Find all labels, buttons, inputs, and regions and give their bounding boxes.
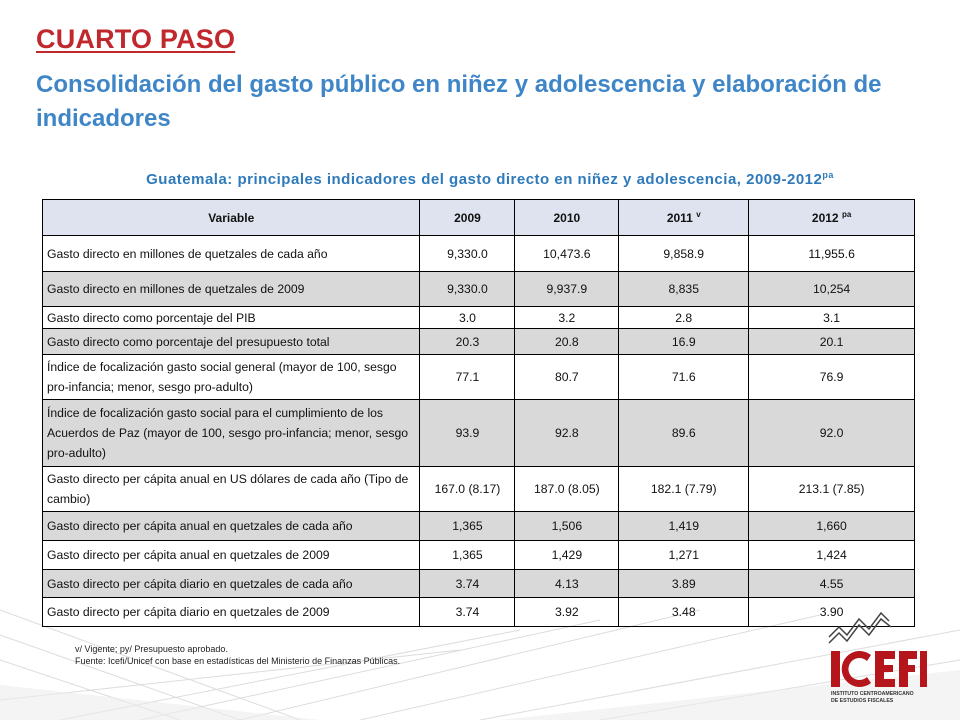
- row-label: Gasto directo como porcentaje del presupuesto total: [43, 329, 420, 355]
- table-row: [43, 467, 915, 512]
- cell-2011: 71.6: [619, 355, 749, 400]
- cell-2011: 3.48: [619, 598, 749, 627]
- cell-2010: 10,473.6: [515, 236, 619, 272]
- header-2011-superscript: v: [696, 210, 701, 219]
- cell-2011: 1,419: [619, 512, 749, 541]
- header-variable: Variable: [43, 200, 420, 236]
- cell-2011: 182.1 (7.79): [619, 467, 749, 512]
- cell-2009: 20.3: [420, 329, 515, 355]
- cell-2010: 80.7: [515, 355, 619, 400]
- cell-2009: 3.74: [420, 598, 515, 627]
- row-label: Gasto directo como porcentaje del PIB: [43, 307, 420, 329]
- cell-2009: 3.0: [420, 307, 515, 329]
- table-row: [43, 236, 915, 272]
- header-2009: 2009: [420, 200, 515, 236]
- icefi-logo: [827, 607, 927, 717]
- cell-2009: 93.9: [420, 400, 515, 467]
- cell-2012: 3.90: [749, 598, 915, 627]
- page-subtitle: Consolidación del gasto público en niñez y adolescencia y elaboración de indicadores: [36, 71, 882, 132]
- table-header-row: [43, 200, 915, 236]
- table-row: [43, 400, 915, 467]
- cell-2009: 9,330.0: [420, 272, 515, 307]
- row-label: Gasto directo per cápita anual en quetzales de 2009: [43, 541, 420, 570]
- header-2012: [749, 200, 915, 236]
- cell-2010: 1,429: [515, 541, 619, 570]
- cell-2009: 9,330.0: [420, 236, 515, 272]
- cell-2012: 1,660: [749, 512, 915, 541]
- cell-2010: 9,937.9: [515, 272, 619, 307]
- table-row: [43, 512, 915, 541]
- cell-2012: 4.55: [749, 570, 915, 598]
- table-notes: [75, 644, 400, 667]
- table-row: [43, 307, 915, 329]
- table-caption-text: Guatemala: principales indicadores del gasto directo en niñez y adolescencia, 2009-2012: [146, 171, 823, 188]
- page-title: CUARTO PASO: [36, 24, 236, 54]
- cell-2009: 77.1: [420, 355, 515, 400]
- indicators-table: [42, 199, 915, 627]
- row-label: Gasto directo per cápita diario en quetzales de 2009: [43, 598, 420, 627]
- cell-2009: 1,365: [420, 512, 515, 541]
- row-label: Índice de focalización gasto social para el cumplimiento de los Acuerdos de Paz (mayor de 100, sesgo pro-infancia; menor, sesgo pro-adulto): [43, 400, 420, 467]
- table-caption: [0, 170, 960, 188]
- header-2011-label: 2011: [666, 211, 693, 225]
- row-label: Gasto directo per cápita anual en quetzales de cada año: [43, 512, 420, 541]
- cell-2012: 76.9: [749, 355, 915, 400]
- logo-line2: DE ESTUDIOS FISCALES: [831, 698, 894, 704]
- cell-2012: 213.1 (7.85): [749, 467, 915, 512]
- header-2011: [619, 200, 749, 236]
- cell-2010: 20.8: [515, 329, 619, 355]
- logo-line1: INSTITUTO CENTROAMERICANO: [831, 691, 914, 697]
- cell-2010: 3.2: [515, 307, 619, 329]
- cell-2010: 1,506: [515, 512, 619, 541]
- cell-2011: 1,271: [619, 541, 749, 570]
- cell-2012: 92.0: [749, 400, 915, 467]
- cell-2011: 8,835: [619, 272, 749, 307]
- cell-2011: 3.89: [619, 570, 749, 598]
- cell-2012: 10,254: [749, 272, 915, 307]
- header-2012-superscript: pa: [841, 210, 852, 219]
- table-caption-superscript: pa: [822, 170, 834, 180]
- cell-2012: 1,424: [749, 541, 915, 570]
- cell-2012: 20.1: [749, 329, 915, 355]
- header-2010: 2010: [515, 200, 619, 236]
- row-label: Gasto directo en millones de quetzales de 2009: [43, 272, 420, 307]
- cell-2011: 2.8: [619, 307, 749, 329]
- cell-2009: 1,365: [420, 541, 515, 570]
- cell-2012: 11,955.6: [749, 236, 915, 272]
- table-row: [43, 541, 915, 570]
- cell-2010: 4.13: [515, 570, 619, 598]
- cell-2009: 3.74: [420, 570, 515, 598]
- table-row: [43, 355, 915, 400]
- cell-2011: 16.9: [619, 329, 749, 355]
- note-abbreviations: v/ Vigente; py/ Presupuesto aprobado.: [75, 644, 228, 654]
- cell-2011: 89.6: [619, 400, 749, 467]
- cell-2012: 3.1: [749, 307, 915, 329]
- row-label: Gasto directo per cápita anual en US dólares de cada año (Tipo de cambio): [43, 467, 420, 512]
- cell-2010: 187.0 (8.05): [515, 467, 619, 512]
- table-row: [43, 570, 915, 598]
- logo-graph-icon: [829, 613, 891, 643]
- table-row: [43, 329, 915, 355]
- cell-2010: 92.8: [515, 400, 619, 467]
- row-label: Índice de focalización gasto social general (mayor de 100, sesgo pro-infancia; menor, sesgo pro-adulto): [43, 355, 420, 400]
- table-row: [43, 272, 915, 307]
- logo-text: ICEFI: [877, 668, 885, 672]
- cell-2011: 9,858.9: [619, 236, 749, 272]
- cell-2010: 3.92: [515, 598, 619, 627]
- note-source: Fuente: Icefi/Unicef con base en estadísticas del Ministerio de Finanzas Públicas.: [75, 655, 401, 666]
- cell-2009: 167.0 (8.17): [420, 467, 515, 512]
- table-row: [43, 598, 915, 627]
- header-2012-label: 2012: [811, 211, 839, 225]
- row-label: Gasto directo en millones de quetzales de cada año: [43, 236, 420, 272]
- row-label: Gasto directo per cápita diario en quetzales de cada año: [43, 570, 420, 598]
